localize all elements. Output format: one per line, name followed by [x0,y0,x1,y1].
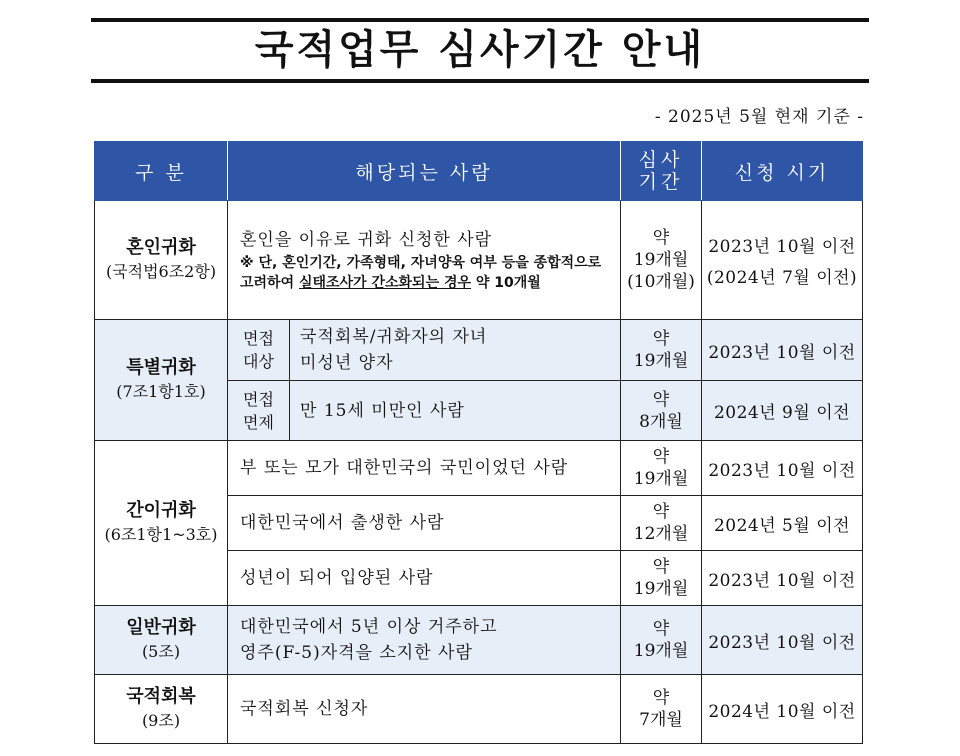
duration-prefix: 약 [652,389,670,410]
target-marriage [228,201,621,320]
target-line1: 대한민국에서 5년 이상 거주하고 [240,617,498,637]
category-law: (국적법6조2항) [105,262,217,281]
category-name: 일반귀화 [126,617,196,638]
duration-prefix: 약 [652,619,670,639]
apply-simple-2: 2024년 5월 이전 [702,496,863,551]
sub-line2: 대상 [243,352,274,371]
duration-prefix: 약 [652,228,670,248]
header-apply: 신청 시기 [702,142,863,201]
apply-simplified: (2024년 7월 이전) [706,268,858,288]
duration-prefix: 약 [652,329,670,349]
page-title: 국적업무 심사기간 안내 [254,27,706,73]
duration-special-2 [621,381,702,441]
header-target: 해당되는 사람 [228,142,621,201]
target-special-2: 만 15세 미만인 사람 [290,381,621,441]
category-name: 혼인귀화 [126,237,196,258]
header-category: 구 분 [95,142,228,201]
category-name: 간이귀화 [126,500,196,521]
target-text: 혼인을 이유로 귀화 신청한 사람 [240,230,493,250]
category-law: (5조) [141,642,181,661]
category-name: 국적회복 [126,686,196,707]
duration-value: 19개월 [633,351,689,371]
note-prefix: ※ 단, 혼인기간, 가족형태, 자녀양육 여부 등을 종합적으로 고려하여 [240,255,602,291]
header-duration-line2: 기간 [638,171,684,193]
duration-prefix: 약 [652,502,670,522]
table-row-marriage [95,201,863,320]
duration-restore [621,675,702,744]
apply-simple-1: 2023년 10월 이전 [702,441,863,496]
target-simple-1: 부 또는 모가 대한민국의 국민이었던 사람 [228,441,621,496]
duration-simplified: (10개월) [627,272,695,292]
table-row-simple-1 [95,441,863,496]
duration-general [621,606,702,675]
target-simple-3: 성년이 되어 입양된 사람 [228,551,621,606]
table-row-special-1 [95,320,863,381]
apply-simple-3: 2023년 10월 이전 [702,551,863,606]
duration-value: 19개월 [633,641,689,661]
category-marriage [95,201,228,320]
basis-date: - 2025년 5월 현재 기준 - [654,107,864,127]
review-period-table [94,141,863,744]
category-name: 특별귀화 [126,357,196,378]
apply-special-1: 2023년 10월 이전 [702,320,863,381]
target-line1: 국적회복/귀화자의 자녀 [300,327,488,347]
target-general [228,606,621,675]
table-header-row [95,142,863,201]
duration-simple-3 [621,551,702,606]
category-law: (9조) [141,711,181,730]
duration-value: 19개월 [633,250,689,270]
duration-value: 7개월 [639,710,683,730]
table-row-general [95,606,863,675]
category-restore [95,675,228,744]
apply-restore: 2024년 10월 이전 [702,675,863,744]
target-simple-2: 대한민국에서 출생한 사람 [228,496,621,551]
apply-general: 2023년 10월 이전 [702,606,863,675]
duration-prefix: 약 [652,688,670,708]
category-general [95,606,228,675]
duration-prefix: 약 [652,447,670,467]
table-row-restore [95,675,863,744]
duration-simple-1 [621,441,702,496]
sub-line1: 면접 [243,389,274,409]
apply-value: 2023년 10월 이전 [708,237,856,257]
duration-value: 19개월 [633,579,689,599]
header-duration [621,142,702,201]
sub-category-exempt [228,381,290,441]
sub-category-interview [228,320,290,381]
title-top-rule [91,18,869,22]
target-special-1 [290,320,621,381]
title-bottom-rule [91,79,869,83]
duration-simple-2 [621,496,702,551]
target-line2: 미성년 양자 [300,353,394,373]
apply-special-2: 2024년 9월 이전 [702,381,863,441]
duration-value: 12개월 [633,524,689,544]
note-suffix: 약 10개월 [471,275,541,291]
apply-marriage [702,201,863,320]
target-line2: 영주(F-5)자격을 소지한 사람 [240,643,473,663]
sub-line2: 면제 [243,412,274,432]
note-underline: 실태조사가 간소화되는 경우 [298,275,472,291]
target-restore: 국적회복 신청자 [228,675,621,744]
category-special [95,320,228,441]
category-law: (6조1항1~3호) [104,525,218,544]
header-duration-line1: 심사 [638,149,684,171]
duration-special-1 [621,320,702,381]
duration-value: 8개월 [639,411,683,432]
duration-marriage [621,201,702,320]
duration-prefix: 약 [652,557,670,577]
sub-line1: 면접 [243,329,274,348]
category-simple [95,441,228,606]
category-law: (7조1항1호) [116,382,206,401]
marriage-note [240,253,620,293]
duration-value: 19개월 [633,469,689,489]
